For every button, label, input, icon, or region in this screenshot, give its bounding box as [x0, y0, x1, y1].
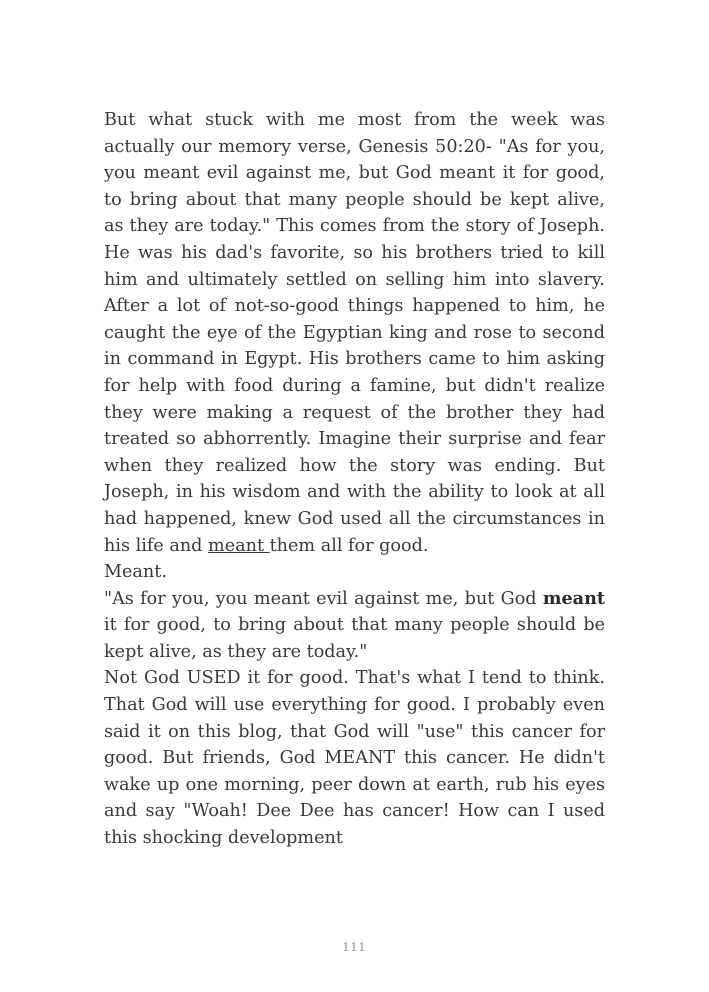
- underlined-word-meant: meant: [208, 535, 270, 556]
- paragraph-meant: Meant.: [104, 562, 167, 583]
- quote-text: "As for you, you meant evil against me, but God: [104, 588, 543, 609]
- page-number: 111: [342, 941, 367, 954]
- paragraph-text: But what stuck with me most from the week was actually our memory verse, Genesis 50:20- "As for you, you meant evil against me, but God meant it for good, to bring about that many people should be kept alive, as they are today." This comes from the story of Joseph. He was his dad's favorite, so his brothers tried to kill him and ultimately settled on selling him into slavery. After a lot of not-so-good things happened to him, he caught the eye of the Egyptian king and rose to second in command in Egypt. His brothers came to him asking for help with food during a famine, but didn't realize they were making a request of the brother they had treated so abhorrently. Imagine their surprise and fear when they realized how the story was ending. But Joseph, in his wisdom and with the ability to look at all had happened, knew God used all the circumstances in his life and: [104, 110, 605, 556]
- bold-word-meant: meant: [542, 587, 605, 609]
- paragraph-verse-quote: [104, 586, 605, 666]
- paragraph-joseph-story: [104, 107, 605, 559]
- body-text: [104, 107, 605, 852]
- paragraph-not-used: Not God USED it for good. That's what I tend to think. That God will use everything for good. I probably even said it on this blog, that God will "use" this cancer for good. But friends, God MEANT this cancer. He didn't wake up one morning, peer down at earth, rub his eyes and say "Woah! Dee Dee has cancer! How can I used this shocking development: [104, 668, 605, 849]
- paragraph-text-end: them all for good.: [269, 535, 429, 556]
- quote-text-end: it for good, to bring about that many people should be kept alive, as they are today.": [104, 615, 605, 662]
